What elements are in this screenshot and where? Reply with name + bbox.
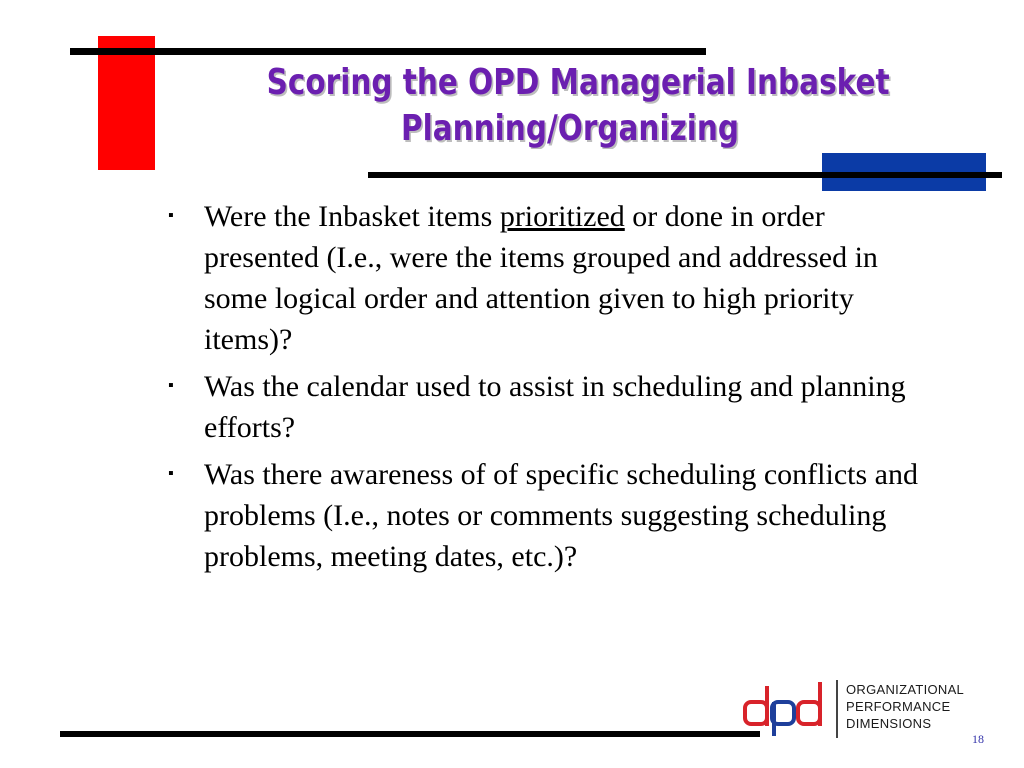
title-underline-rule <box>368 172 1002 178</box>
bullet-text: Was there awareness of of specific scheduling conflicts and problems (I.e., notes or comments suggesting scheduling problems, meeting dates, etc.)? <box>204 458 918 573</box>
company-name-line-1: ORGANIZATIONAL <box>846 682 965 697</box>
bullet-item <box>162 454 942 577</box>
logo-divider <box>836 680 838 738</box>
opd-logo-mark <box>742 680 832 738</box>
company-name-line-2: PERFORMANCE <box>846 699 951 714</box>
company-name <box>846 681 964 732</box>
bullet-text: Was the calendar used to assist in scheduling and planning efforts? <box>204 370 906 444</box>
top-rule <box>70 48 706 55</box>
bullet-text-post: or done in order presented (I.e., were the items grouped and addressed in some logical order and attention given to high priority items)? <box>204 200 878 356</box>
red-accent-block <box>98 36 155 170</box>
bottom-rule <box>60 731 760 737</box>
square-bullet-icon: ▪ <box>168 465 174 482</box>
company-name-line-3: DIMENSIONS <box>846 716 932 731</box>
bullet-list <box>162 196 942 583</box>
page-number: 18 <box>972 732 984 746</box>
bullet-item <box>162 196 942 360</box>
slide-title <box>266 60 890 152</box>
square-bullet-icon: ▪ <box>168 377 174 394</box>
title-line-1: Scoring the OPD Managerial Inbasket <box>266 62 890 103</box>
title-line-2: Planning/Organizing <box>400 108 740 149</box>
bullet-text-pre: Were the Inbasket items <box>204 200 500 233</box>
bullet-item <box>162 366 942 448</box>
square-bullet-icon: ▪ <box>168 207 174 224</box>
bullet-text-underlined: prioritized <box>499 200 625 233</box>
